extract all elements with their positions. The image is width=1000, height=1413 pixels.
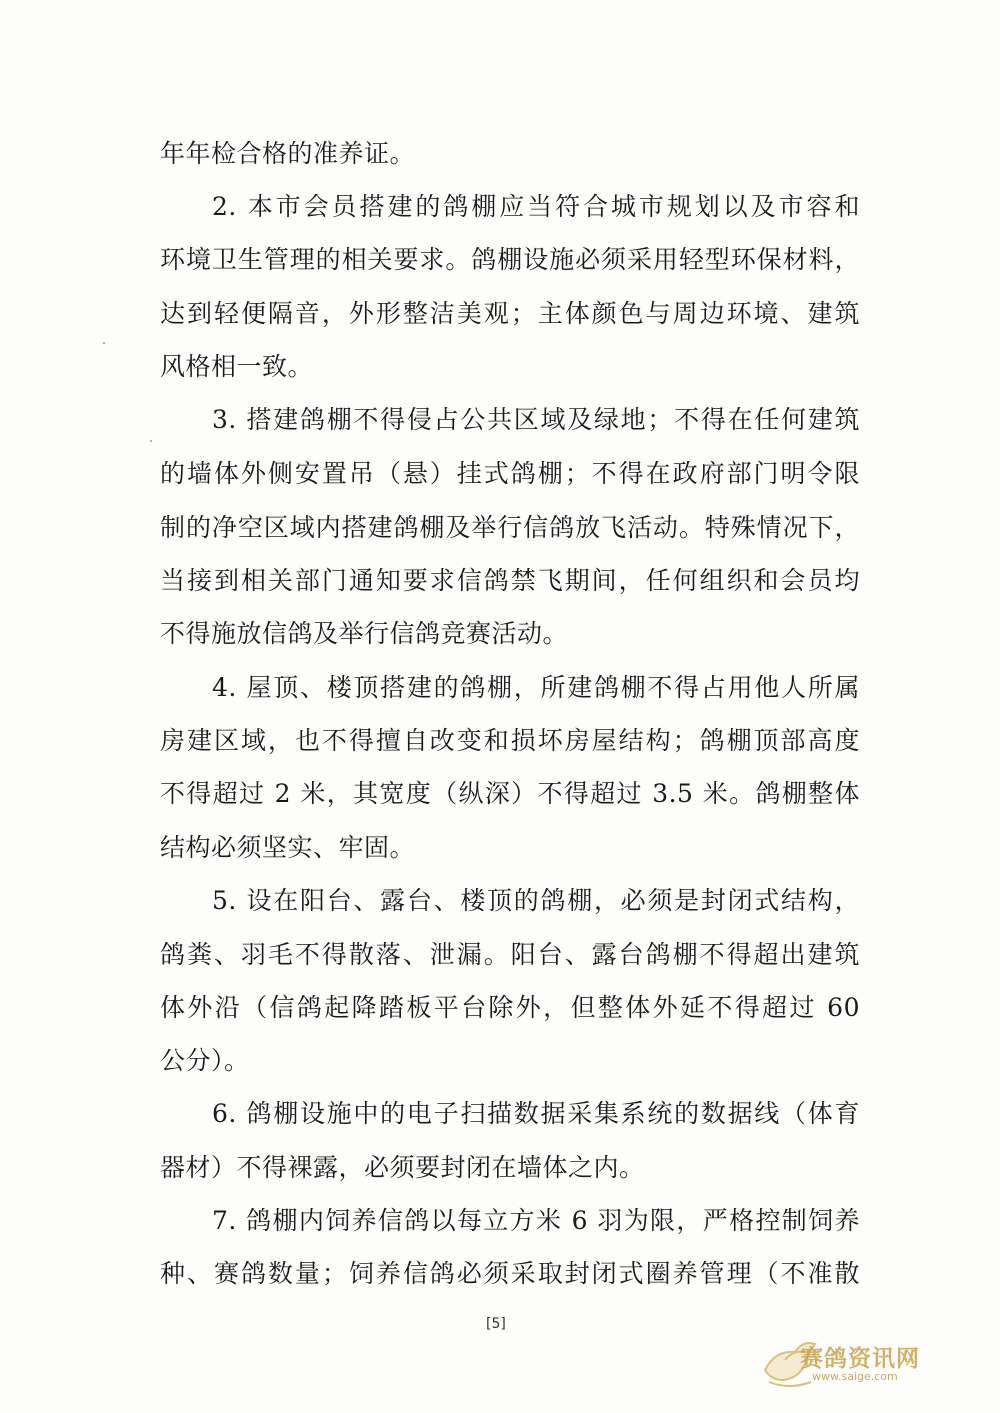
text-line-17: 体外沿（信鸽起降踏板平台除外，但整体外延不得超过 60 <box>160 993 860 1022</box>
text-line-13: 不得超过 2 米，其宽度（纵深）不得超过 3.5 米。鸽棚整体 <box>160 779 860 808</box>
text-line-3: 环境卫生管理的相关要求。鸽棚设施必须采用轻型环保材料， <box>160 245 860 274</box>
text-line-1: 年年检合格的准养证。 <box>160 139 416 168</box>
text-line-2: 2. 本市会员搭建的鸽棚应当符合城市规划以及市容和 <box>212 192 860 221</box>
text-line-21: 7. 鸽棚内饲养信鸽以每立方米 6 羽为限，严格控制饲养 <box>212 1206 860 1235</box>
scan-speck <box>103 342 105 344</box>
text-line-20: 器材）不得裸露，必须要封闭在墙体之内。 <box>160 1153 645 1182</box>
text-line-12: 房建区域，也不得擅自改变和损坏房屋结构；鸽棚顶部高度 <box>160 726 860 755</box>
text-line-4: 达到轻便隔音，外形整洁美观；主体颜色与周边环境、建筑 <box>160 299 860 328</box>
text-line-15: 5. 设在阳台、露台、楼顶的鸽棚，必须是封闭式结构， <box>212 886 860 915</box>
text-line-18: 公分）。 <box>160 1046 250 1075</box>
page-number: [5] <box>486 1316 506 1332</box>
text-line-8: 制的净空区域内搭建鸽棚及举行信鸽放飞活动。特殊情况下， <box>160 513 860 542</box>
text-line-19: 6. 鸽棚设施中的电子扫描数据采集系统的数据线（体育 <box>212 1099 860 1128</box>
text-line-7: 的墙体外侧安置吊（悬）挂式鸽棚；不得在政府部门明令限 <box>160 459 860 488</box>
watermark-site-name: 赛鸽资讯网 <box>800 1346 920 1372</box>
text-line-9: 当接到相关部门通知要求信鸽禁飞期间，任何组织和会员均 <box>160 566 860 595</box>
text-line-11: 4. 屋顶、楼顶搭建的鸽棚，所建鸽棚不得占用他人所属 <box>212 673 860 702</box>
text-line-14: 结构必须坚实、牢固。 <box>160 833 416 862</box>
text-line-16: 鸽粪、羽毛不得散落、泄漏。阳台、露台鸽棚不得超出建筑 <box>160 940 860 969</box>
scan-speck <box>150 440 152 442</box>
text-line-5: 风格相一致。 <box>160 352 314 381</box>
text-line-10: 不得施放信鸽及举行信鸽竞赛活动。 <box>160 619 569 648</box>
watermark-url: www.saige.com <box>812 1370 898 1383</box>
text-line-6: 3. 搭建鸽棚不得侵占公共区域及绿地；不得在任何建筑 <box>212 405 860 434</box>
text-line-22: 种、赛鸽数量；饲养信鸽必须采取封闭式圈养管理（不准散 <box>160 1259 860 1288</box>
